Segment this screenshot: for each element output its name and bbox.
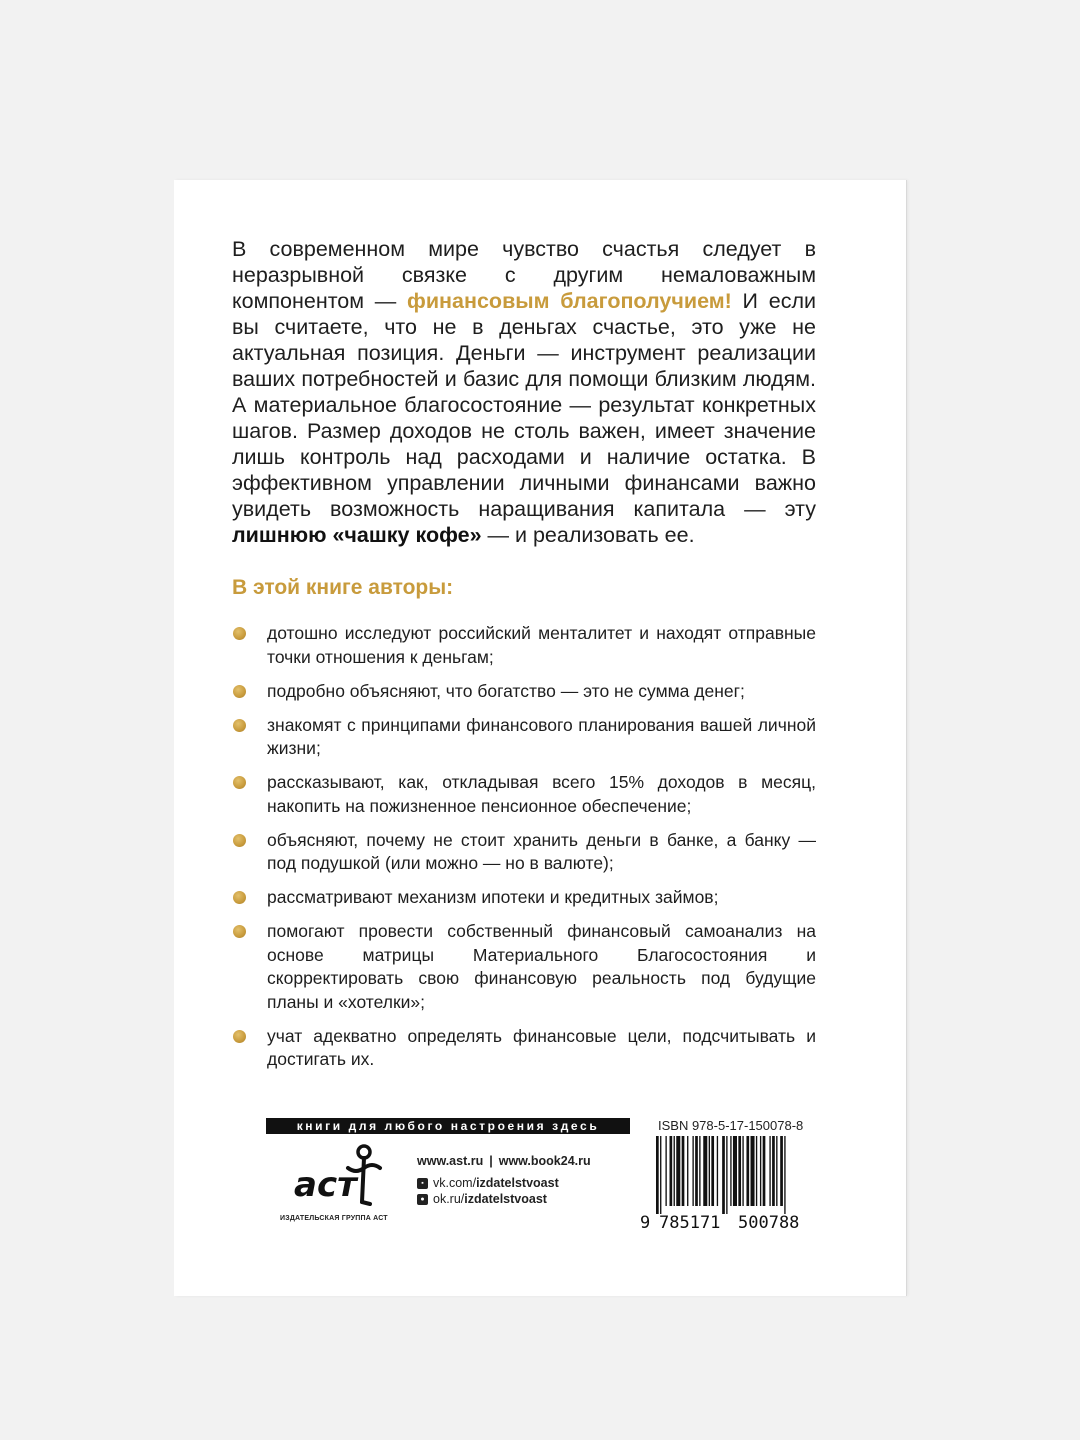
gold-bullet-icon xyxy=(233,834,246,847)
barcode-bars xyxy=(656,1136,786,1214)
tagline-bar: книги для любого настроения здесь xyxy=(266,1118,630,1134)
list-item xyxy=(232,714,816,761)
barcode-bar xyxy=(670,1136,673,1206)
barcode-bar xyxy=(730,1136,731,1206)
website-ast[interactable]: www.ast.ru xyxy=(417,1154,484,1168)
list-item-text: рассматривают механизм ипотеки и кредитных займов; xyxy=(267,887,719,907)
barcode-bar xyxy=(742,1136,743,1206)
barcode-bar xyxy=(780,1136,783,1206)
barcode-digits-left: 785171 xyxy=(659,1213,721,1232)
gold-bullet-icon xyxy=(233,776,246,789)
intro-paragraph xyxy=(232,236,816,548)
website-book24[interactable]: www.book24.ru xyxy=(498,1154,591,1168)
gold-bullet-icon xyxy=(233,1030,246,1043)
list-item xyxy=(232,771,816,818)
gold-bullet-icon xyxy=(233,685,246,698)
barcode-bar xyxy=(784,1136,785,1214)
barcode-bar xyxy=(674,1136,675,1206)
barcode-bar xyxy=(676,1136,680,1206)
barcode-bar xyxy=(769,1136,770,1206)
barcode-bar xyxy=(772,1136,775,1206)
barcode-bar xyxy=(760,1136,761,1206)
barcode-bar xyxy=(711,1136,714,1206)
list-item-text: помогают провести собственный финансовый самоанализ на основе матрицы Материального Благосостояния и скорректировать свою финансовую реальность под будущие планы и «хотелки»; xyxy=(267,921,816,1012)
barcode-bar xyxy=(699,1136,700,1206)
vk-prefix: vk.com/ xyxy=(433,1176,477,1190)
barcode-bar xyxy=(763,1136,766,1206)
ok-link[interactable] xyxy=(417,1192,591,1206)
list-item-text: знакомят с принципами финансового планирования вашей личной жизни; xyxy=(267,714,816,758)
list-item xyxy=(232,920,816,1014)
barcode-bar xyxy=(733,1136,737,1206)
vk-icon: ▪ xyxy=(417,1178,428,1189)
barcode-bar xyxy=(717,1136,718,1206)
barcode-bar xyxy=(682,1136,685,1206)
list-item-text: учат адекватно определять финансовые цели, подсчитывать и достигать их. xyxy=(267,1025,816,1069)
gold-bullet-icon xyxy=(233,925,246,938)
intro-highlight: финансовым благополучием! xyxy=(407,289,732,313)
barcode-bar xyxy=(660,1136,661,1214)
barcode-digits-right: 500788 xyxy=(738,1213,800,1232)
barcode-bar xyxy=(703,1136,707,1206)
features-list xyxy=(232,622,816,1082)
vk-link[interactable] xyxy=(417,1176,591,1190)
separator: | xyxy=(489,1154,493,1168)
barcode-bar xyxy=(695,1136,698,1206)
ok-icon: ● xyxy=(417,1194,428,1205)
isbn-number: ISBN 978-5-17-150078-8 xyxy=(658,1118,804,1133)
list-item xyxy=(232,829,816,876)
intro-text-2: И если вы считаете, что не в деньгах счастье, это уже не актуальная позиция. Деньги — инструмент реализации ваших потребностей и базис для помощи близким людям. А материальное благосостояние — результат конкретных шагов. Размер доходов не столь важен, имеет значение лишь контроль над расходами и наличие остатка. В эффективном управлении личными финансами важно увидеть возможность наращивания капитала — эту xyxy=(232,289,816,521)
ok-prefix: ok.ru/ xyxy=(433,1192,465,1206)
barcode-bar xyxy=(665,1136,666,1206)
logo-lettering: аст xyxy=(294,1165,357,1205)
ast-logo-icon xyxy=(292,1144,384,1208)
vk-handle: izdatelstvoast xyxy=(476,1176,559,1190)
book-back-cover xyxy=(174,180,906,1296)
list-item xyxy=(232,1025,816,1072)
list-item-text: рассказывают, как, откладывая всего 15% доходов в месяц, накопить на пожизненное пенсионное обеспечение; xyxy=(267,772,816,816)
barcode-bar xyxy=(692,1136,693,1206)
list-item xyxy=(232,622,816,669)
list-item-text: подробно объясняют, что богатство — это не сумма денег; xyxy=(267,680,745,701)
gold-bullet-icon xyxy=(233,627,246,640)
barcode-icon xyxy=(640,1136,818,1232)
gold-bullet-icon xyxy=(233,891,246,904)
list-item-text: дотошно исследуют российский менталитет и находят отправные точки отношения к деньгам; xyxy=(267,623,816,667)
section-heading: В этой книге авторы: xyxy=(232,576,454,599)
barcode-bar xyxy=(746,1136,749,1206)
barcode-digit-lead: 9 xyxy=(640,1213,651,1232)
intro-text-1: В современном мире чувство счастья следует в неразрывной связке с другим немаловажным компонентом — xyxy=(232,237,816,313)
publisher-name: ИЗДАТЕЛЬСКАЯ ГРУППА АСТ xyxy=(280,1215,388,1222)
intro-bold: лишнюю «чашку кофе» xyxy=(232,523,482,547)
ok-handle: izdatelstvoast xyxy=(464,1192,547,1206)
intro-text-3: — и реализовать ее. xyxy=(481,523,695,547)
barcode-bar xyxy=(726,1136,727,1214)
barcode-bar xyxy=(709,1136,710,1206)
gold-bullet-icon xyxy=(233,719,246,732)
barcode-bar xyxy=(656,1136,659,1214)
barcode-bar xyxy=(756,1136,757,1206)
list-item xyxy=(232,886,816,910)
barcode-bar xyxy=(751,1136,755,1206)
publisher-links xyxy=(417,1154,591,1208)
barcode-bar xyxy=(776,1136,777,1206)
list-item-text: объясняют, почему не стоит хранить деньги в банке, а банку — под подушкой (или можно — но в валюте); xyxy=(267,829,816,873)
websites-row xyxy=(417,1154,591,1168)
list-item xyxy=(232,680,816,704)
barcode-bar xyxy=(738,1136,741,1206)
barcode-bar xyxy=(722,1136,725,1214)
barcode-bar xyxy=(687,1136,688,1206)
